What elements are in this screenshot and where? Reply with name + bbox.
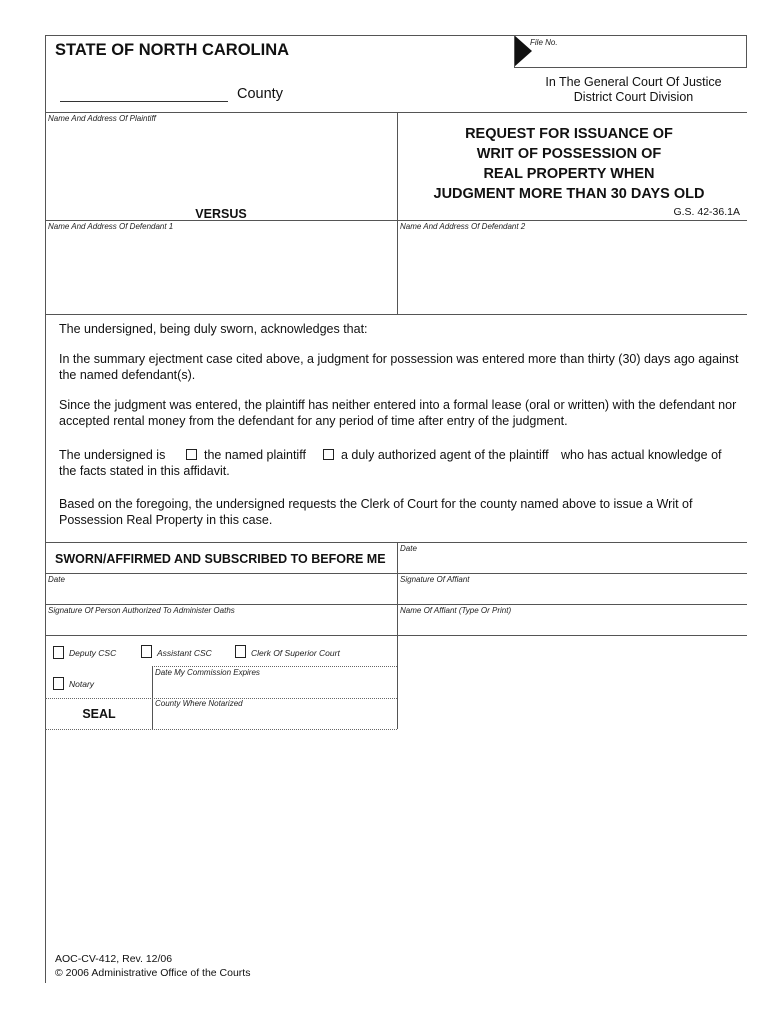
body-lease-line-2: accepted rental money from the defendant for any period of time after entry of the judgment.	[59, 414, 568, 428]
state-heading: STATE OF NORTH CAROLINA	[55, 41, 290, 59]
sworn-row-1-line	[45, 573, 747, 574]
county-notarized-field[interactable]	[153, 709, 396, 728]
top-border	[45, 35, 747, 36]
sworn-row-3-line	[45, 635, 747, 636]
body-lease-line-1: Since the judgment was entered, the plaintiff has neither entered into a formal lease (oral or written) with the defendant nor	[59, 398, 737, 412]
body-judgment-line-2: the named defendant(s).	[59, 368, 196, 382]
defendant-1-field[interactable]	[46, 233, 396, 313]
authorized-agent-label: a duly authorized agent of the plaintiff	[341, 448, 549, 462]
copyright-notice: © 2006 Administrative Office of the Courts	[55, 967, 251, 979]
clerk-superior-label: Clerk Of Superior Court	[251, 648, 340, 658]
affiant-name-field[interactable]	[398, 616, 746, 635]
named-plaintiff-checkbox[interactable]	[186, 449, 197, 460]
date-label-right: Date	[400, 544, 417, 553]
plaintiff-top-line	[45, 112, 747, 113]
county-blank-line[interactable]	[60, 101, 228, 102]
defendant-2-label: Name And Address Of Defendant 2	[400, 222, 526, 231]
named-plaintiff-label: the named plaintiff	[204, 448, 306, 462]
county-notarized-label: County Where Notarized	[155, 699, 243, 708]
assistant-csc-label: Assistant CSC	[157, 648, 212, 658]
notary-checkbox[interactable]	[53, 677, 64, 690]
signature-affiant-label: Signature Of Affiant	[400, 575, 470, 584]
file-no-divider	[514, 35, 515, 67]
notary-label: Notary	[69, 679, 95, 689]
defendants-bottom-line	[45, 314, 747, 315]
file-no-bottom-line	[514, 67, 747, 68]
authorized-agent-checkbox[interactable]	[323, 449, 334, 460]
request-line-1: Based on the foregoing, the undersigned requests the Clerk of Court for the county named above to issue a Writ of	[59, 497, 693, 511]
defendant-1-label: Name And Address Of Defendant 1	[48, 222, 174, 231]
undersigned-is-label: The undersigned is	[59, 448, 166, 462]
body-judgment-line-1: In the summary ejectment case cited above, a judgment for possession was entered more than thirty (30) days ago against	[59, 352, 739, 366]
signature-affiant-field[interactable]	[398, 585, 746, 604]
assistant-csc-checkbox[interactable]	[141, 645, 152, 658]
deputy-csc-label: Deputy CSC	[69, 648, 117, 658]
date-label-left: Date	[48, 575, 65, 584]
defendant-2-field[interactable]	[398, 233, 746, 313]
sworn-heading: SWORN/AFFIRMED AND SUBSCRIBED TO BEFORE ME	[55, 552, 386, 566]
file-no-right-line	[746, 35, 747, 67]
affidavit-facts-text: the facts stated in this affidavit.	[59, 464, 230, 478]
clerk-superior-checkbox[interactable]	[235, 645, 246, 658]
defendants-top-line	[45, 220, 747, 221]
form-number: AOC-CV-412, Rev. 12/06	[55, 953, 173, 965]
plaintiff-label: Name And Address Of Plaintiff	[48, 114, 156, 123]
title-line-2: WRIT OF POSSESSION OF	[476, 146, 662, 162]
versus-label: VERSUS	[195, 207, 247, 221]
body-intro: The undersigned, being duly sworn, acknowledges that:	[59, 322, 368, 336]
file-no-label: File No.	[530, 38, 558, 47]
sworn-row-2-line	[45, 604, 747, 605]
officer-row-line	[152, 666, 397, 667]
actual-knowledge-text: who has actual knowledge of	[561, 448, 722, 462]
deputy-csc-checkbox[interactable]	[53, 646, 64, 659]
sworn-top-line	[45, 542, 747, 543]
request-line-2: Possession Real Property in this case.	[59, 513, 273, 527]
seal-label: SEAL	[82, 707, 116, 721]
title-line-3: REAL PROPERTY WHEN	[483, 166, 655, 182]
authorized-signature-field[interactable]	[46, 616, 396, 635]
authorized-signature-label: Signature Of Person Authorized To Administer Oaths	[48, 606, 235, 615]
court-line-2: District Court Division	[573, 90, 694, 104]
plaintiff-field[interactable]	[46, 125, 396, 207]
commission-expires-label: Date My Commission Expires	[155, 668, 260, 677]
date-field-right[interactable]	[398, 555, 746, 573]
sworn-bottom-line	[45, 729, 397, 730]
court-line-1: In The General Court Of Justice	[545, 75, 722, 89]
title-line-1: REQUEST FOR ISSUANCE OF	[465, 126, 673, 142]
date-field-left[interactable]	[46, 585, 396, 604]
commission-expires-field[interactable]	[153, 678, 396, 697]
county-label: County	[237, 86, 283, 102]
affiant-name-label: Name Of Affiant (Type Or Print)	[400, 606, 512, 615]
title-line-4: JUDGMENT MORE THAN 30 DAYS OLD	[433, 186, 705, 202]
statute-reference: G.S. 42-36.1A	[673, 206, 740, 218]
